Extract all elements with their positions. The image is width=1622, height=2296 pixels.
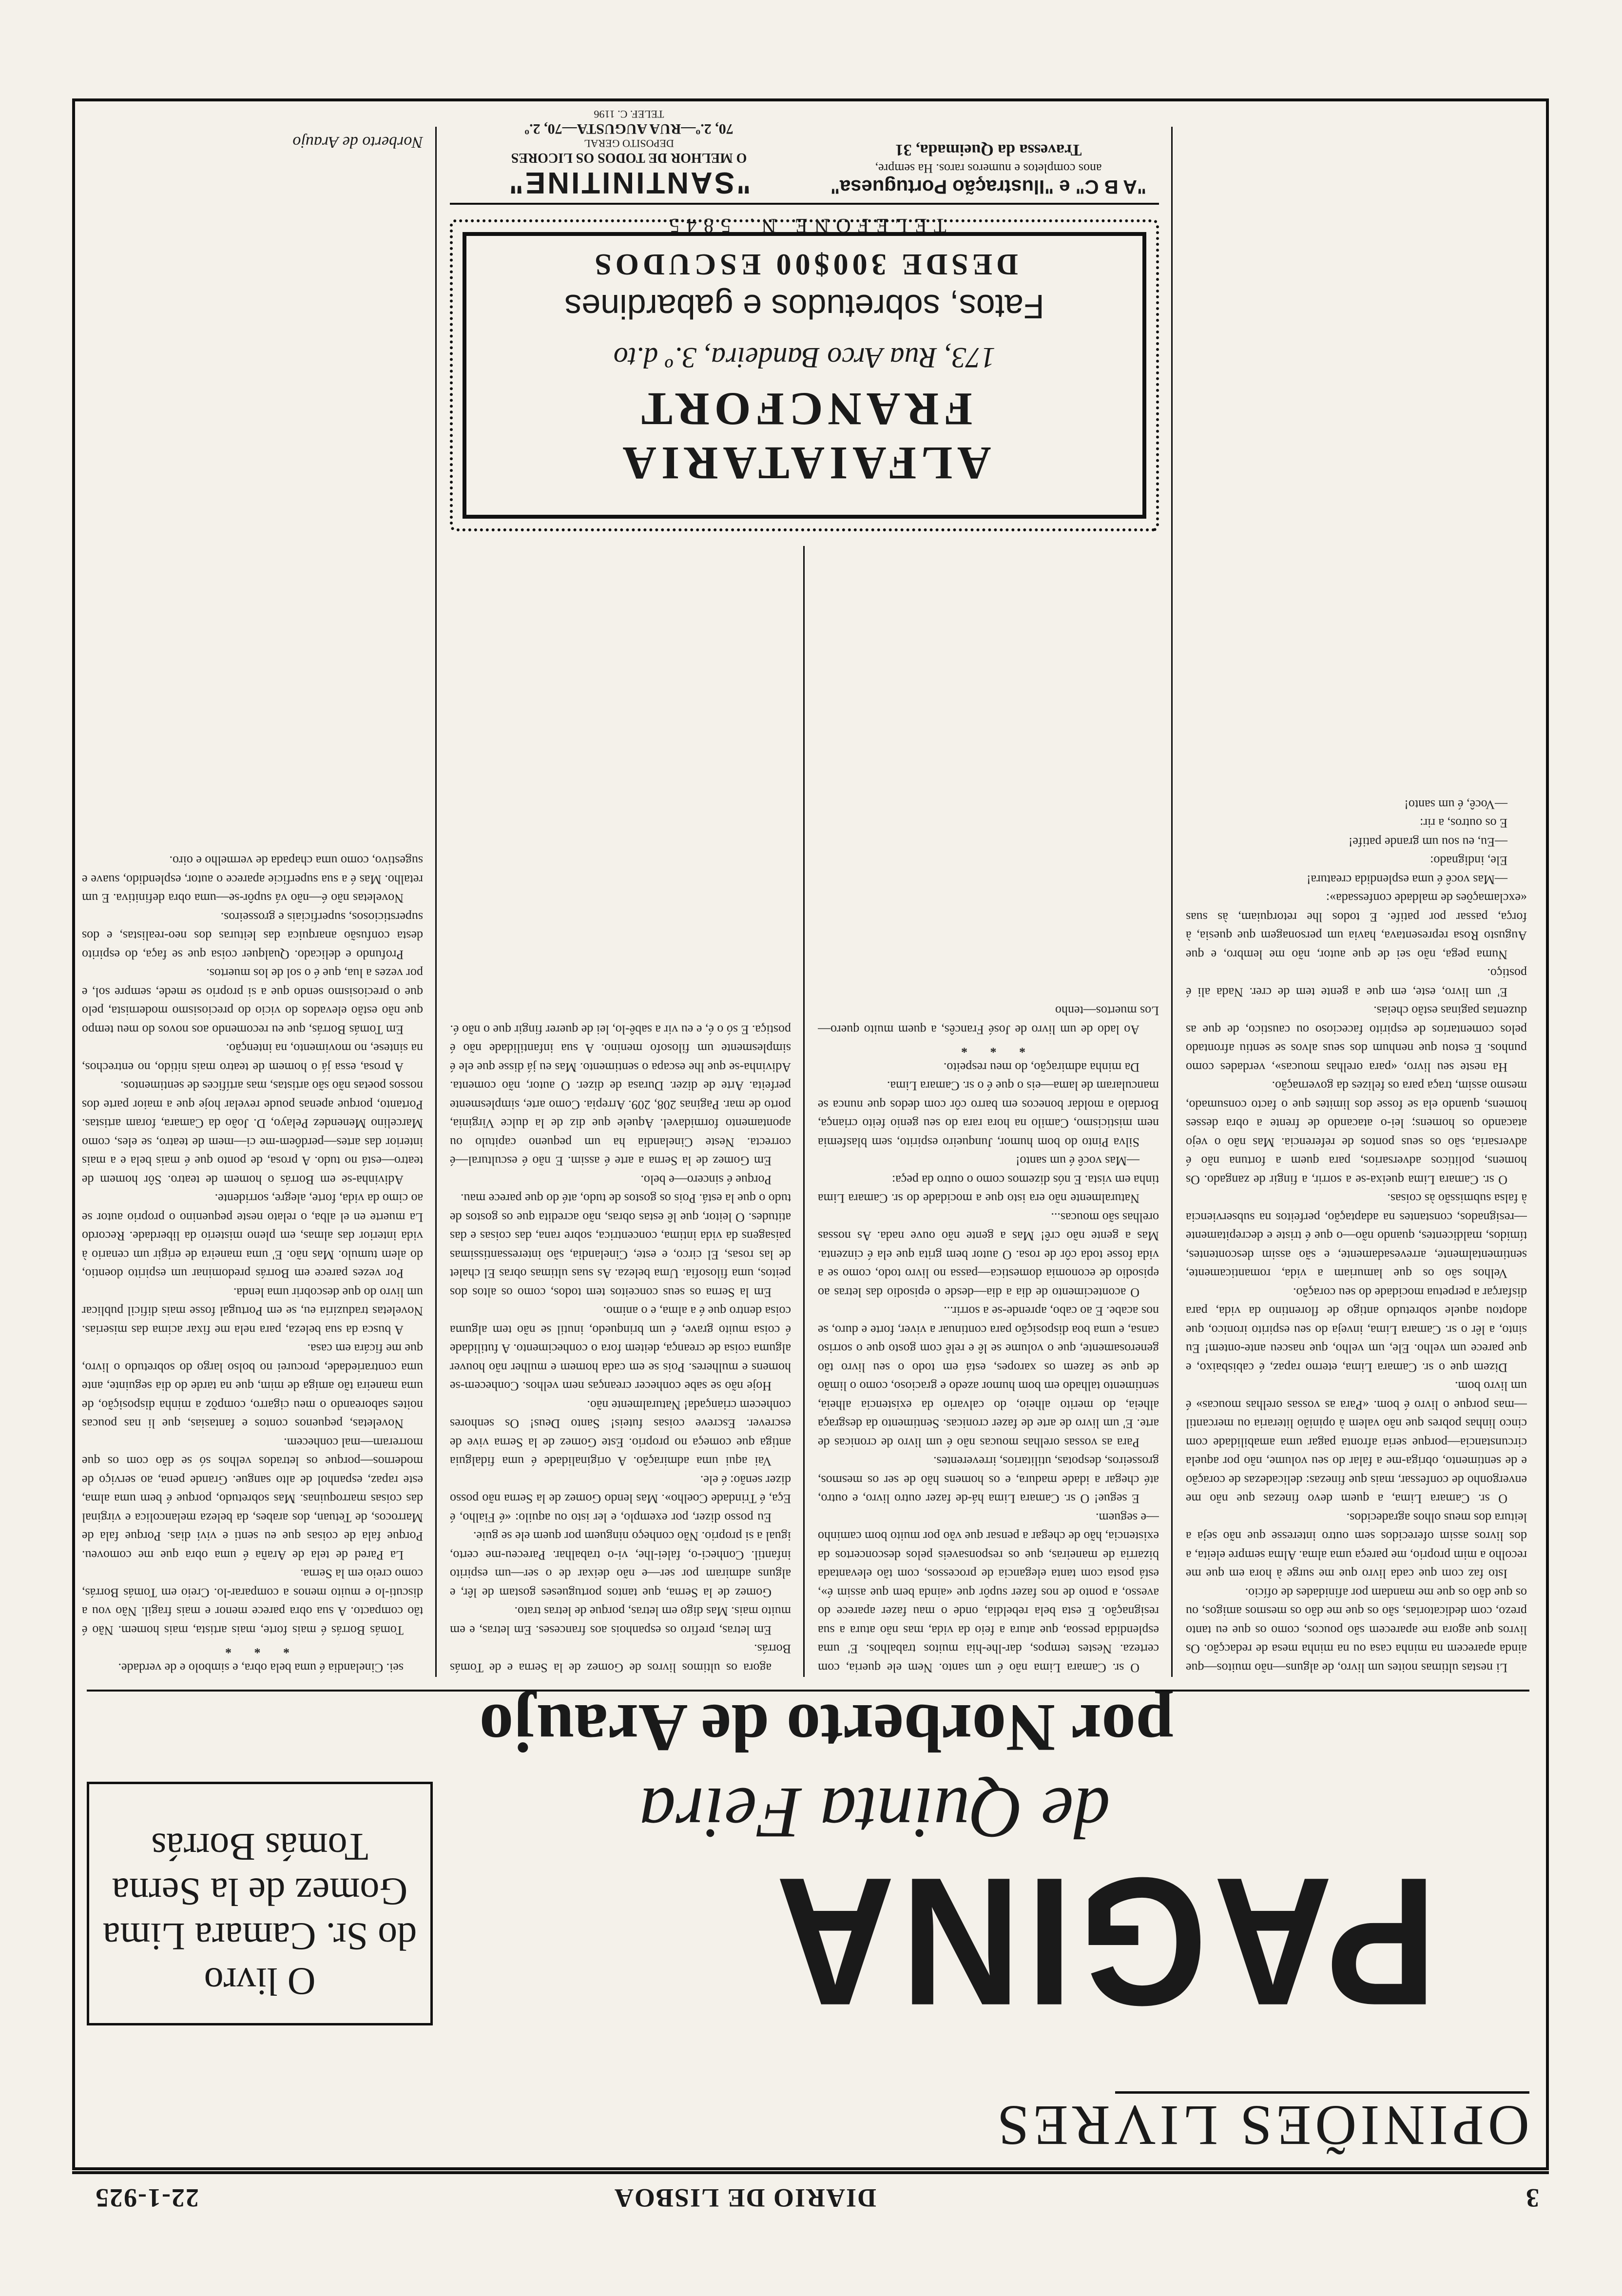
paragraph: Vai aqui uma admiração. A originalidade é uma fidalguia antiga que começa no proprio. Este Gomez de la Serna vive de escrever. Escreve coisas futeis! Santo Deus! Os senhores conhecem criançada! Naturalmente não.: [450, 1398, 791, 1469]
section-rule: [1115, 2091, 1529, 2094]
contents-box: [87, 1782, 433, 2025]
paragraph: Por vezes parece em Borrás predominar um espirito doentio, do alem tumulo. Mas não. E' uma maneira de erigir um cenario à vida interior das almas, em pleno misterio da liberdade. Recordo La muerte en el alba, o relato neste pequenino o proprio autor se ao cimo da vida, forte, alegre, sorridente.: [82, 1191, 423, 1281]
paragraph: Em Tomás Borrás, que eu recomendo aos novos do meu tempo que não estão elevados do vicio do preciosismo modernista, pelo que o preciosismo sendo que a si proprio se mede, sempre sol, e por vezes a lua, que é o sol de los muertos.: [82, 966, 423, 1037]
shop-name: ALFAIATARIA FRANCFORT: [618, 383, 991, 489]
paragraph: E segue! O sr. Camara Lima há-de fazer outro livro, e outro, até chegar a idade madura, e os homens hão de ser os mesmos, grosseiros, despotas, utilitarios, irreverentes.: [818, 1454, 1159, 1506]
contents-line: Gomez de la Serna: [112, 1870, 408, 1913]
paragraph: Numa pega, não sei de que autor, não me lembro, e que Augusto Rosa representava, havia um personagem que quesia, à força, passar por patife. E todos lhe retorquiam, às suas «exclamações de maldade confessada»:: [1186, 891, 1527, 962]
page-subtitle: de Quinta Feira: [639, 1772, 1110, 1853]
ad-liqueur: [450, 108, 808, 200]
paragraph: Ao lado de um livro de José Francês, a quem muito quero—Los muertos—tenho: [818, 1004, 1159, 1037]
ad-liqueur-brand: "SANTINITINE": [507, 166, 751, 199]
paragraph: Ele, indignado:: [1430, 854, 1507, 868]
section-break: * * *: [951, 1041, 1025, 1056]
paragraph: Eu posso dizer, por exemplo, e ler isto ou aquilo: «é Fialho, é Eça, é Trindade Coelho». Mas lendo Gomez de la Serna não posso dizer senão: é ele.: [450, 1473, 791, 1525]
shop-price: DESDE 300$00 ESCUDOS: [591, 248, 1018, 281]
newspaper-name: DIARIO DE LISBOA: [613, 2183, 876, 2213]
article-column-1: [1186, 127, 1527, 1677]
paragraph: E' um livro, este, em que a gente tem de crer. Nada ali é postiço.: [1186, 966, 1527, 999]
ad-liqueur-phone: TELEF. C. 1196: [594, 108, 664, 120]
paragraph: Ha neste seu livro, «para orelhas moucas», verdades como punhos. E estou que nenhum dos seus alvos se sentiu afrontado pelos comentarios de espirito facecioso ou caustico, de que as duzentas paginas estão cheias.: [1186, 1004, 1527, 1074]
paragraph: —Mas você é um santo!: [1015, 1154, 1139, 1168]
paragraph: Dizem que o sr. Camara Lima, eterno rapaz, é cabisbaixo, e que parece um velho. Ele, um velho, que nasceu ante-ontem! Eu sinto, a lêr o sr. Camara Lima, inveja do seu espirito ironico, que adoptou aquele sobretudo antigo de florentino da vida, para disfarçar a perpetua mocidade do seu coração.: [1186, 1285, 1527, 1375]
byline: por Norberto de Araujo: [479, 1690, 1174, 1766]
paragraph: O sr. Camara Lima queixa-se a sorrir, a fingir de zangado. Os homens, politicos adversarios, para quem a fortuna não é adversaria, são os seus pontos de referencia. Mas não o vejo atacando os homens; lei-o atacando de frente a obra desses homens, quando ela se fosse dos limites que o facto consumado, mesmo assim, traça para os felizes da governação.: [1186, 1079, 1527, 1187]
article-column-2: [818, 546, 1159, 1677]
paragraph: O sr. Camara Lima não é um santo. Nem ele queria, com certeza. Nestes tempos, dar-lhe-hia muitos trabalhos. E' uma esplendida pessoa, que atura a feio da vida, mas não atura a sua resignação. E esta bela rebeldia, onde o mau fazer aparece do avesso, a ponto de nos fazer supôr que «ainda bem que assim é», está posta com tanta elegancia de processos, com tão elevantada bizarria de maneiras, que os responsaveis pelos desconcertos da existencia, hão de chegar a pensar que vão por muito bom caminho—e seguem.: [818, 1511, 1159, 1675]
paragraph: Naturalmente não era isto que a mocidade do sr. Camara Lima tinha em vista. E nós dizemos como o outro da peça:: [818, 1173, 1159, 1206]
paragraph: Profundo e delicado. Qualquer coisa que se faça, do espirito desta confusão anarquica das leituras dos neo-realistas, e dos supersticiosos, superficiais e grosseiros.: [82, 910, 423, 962]
paragraph: Porque é sincero—e belo.: [640, 1173, 772, 1187]
paragraph: Isto faz com que cada livro que me surge à hora em que me recolho a mim proprio, me pareça uma alma. Alma sempre eleita, a dos livros assim oferecidos sem outro interesse que não seja a leitura dos meus olhos agradecidos.: [1186, 1511, 1527, 1581]
paragraph: Tomás Borrás é mais forte, mais artista, mais homem. Não é tão compacto. A sua obra parece menor e mais fragil. Não vou a discuti-lo e muito menos a comparar-lo. Creio em Tomás Borrás, como creio em la Serna.: [82, 1567, 423, 1637]
shop-phone: TELEFONE N. 5845: [662, 214, 946, 236]
paragraph: —Você, é um santo!: [1404, 798, 1507, 812]
ad-bookshop-note: anos completos e numeros raros. Ha sempre,: [875, 161, 1102, 175]
paragraph: O acontecimento de dia a dia—desde o episodio das letras ao episodio de economia domestica—passa no livro todo, como se a vida fosse toda côr de rosa. O autor bem grita que ela é cinzenta. Mas a gente não crê! Mas a gente não ouve nada. As nossas orelhas são moucas...: [818, 1210, 1159, 1300]
paragraph: Para as vossas orelhas moucas não é um livro de cronicas de arte. E' um livro de arte de fazer cronicas. Sentimento da desgraça alheia, do merito alheio, do calvario da existencia alheia, sentimento talhado em bom humor azedo e gracioso, como o limão de que se fazem os xaropes, está em todo o seu livro tão generosamente, que o volume se lê e relê com gosto que o sorriso cansa, e uma boa disposição para continuar a viver, forte e duro, se nos acabe. E ao cabo, aprende-se a sorrir...: [818, 1304, 1159, 1450]
ad-liqueur-address: 70, 2.º—RUA AUGUSTA—70, 2.º: [524, 121, 734, 137]
paragraph: E os outros, a rir:: [1420, 816, 1507, 831]
page-title: PAGINA: [769, 1840, 1437, 2043]
paragraph: A busca da sua beleza, para nela me fixar acima das miserias. Noveletas traduziria eu, se em Portugal fosse mais dificil publicar um livro do que descobrir uma lenda.: [82, 1285, 423, 1337]
paragraph: Em Gomez de la Serna a arte é assim. E não é escultural—é correcta. Neste Cinelandia ha um pequeno capitulo ou apontamento formidavel. Aquele que diz de la dulce Virginia, porto de mar. Paginas 208, 209. Arrepia. Como arte, simplesmente perfeita. Arte de dizer. Durasa de dizer. O autor, não comenta. Adivinha-se que lhe escapa o sentimento. Mas eu já disse que ele é simplesmente um filosofo menino. A sua infantilidade não é postiça. E só o é, e eu vir a sabê-lo, lei de querer fingir que o não é.: [450, 1023, 791, 1168]
column-rule: [803, 546, 805, 1677]
contents-line: O livro: [204, 1960, 316, 2003]
ad-bookshop-title: "A B C" e "Ilustração Portuguesa": [830, 176, 1146, 197]
paragraph: Li nestas ultimas noites um livro, de alguns—não muitos—que ainda aparecem na minha casa ou na minha mesa de redacção. Os livros que agora me aparecem são poucos, como os que eu tanto prezo, com dedicatorias, são os que me dão os mesmos amigos, ou os que dão os que me mandam por afinidades de ofício.: [1186, 1586, 1527, 1675]
paragraph: agora os ultimos livros de Gomez de la Serna e de Tomás Borrás.: [450, 1642, 791, 1675]
section-title: OPINIÕES LIVRES: [993, 2094, 1529, 2158]
paragraph: Gomez de la Serna, que tantos portugueses gostam de lêr, e alguns admiram por ser—e não deixar de o ser—um espirito infantil. Conheci-o, falei-lhe, vi-o trabalhar. Pareceu-me certo, igual a si proprio. Não conheço ninguem por quem ele se guie.: [450, 1529, 791, 1600]
paragraph: Adivinha-se em Borrás o homem de teatro. Sôr homem de teatro—está no tudo. A prosa, de ponto que é mais bela e a mais interior das artes—perdôem-me ci—mem de teatro, se eles, como Marcelino Menendez Pelayo, D. João da Camara, foram artistas. Portanto, porque apenas poude revelar hoje que a maior parte dos nossos poetas não são artistas, mas artífices de sentimentos.: [82, 1079, 423, 1187]
masthead: [72, 2171, 1549, 2218]
article-column-4: [82, 166, 423, 1677]
paragraph: La Pared de tela de Araña é uma obra que me comoveu. Porque fala de coisas que eu senti e vivi dias. Porque fala de Marrocos, de Tetuan, dos arabes, da beleza melancolica e virginal das coisas marroquinas. Mas sobretudo, porque é bem uma alma, este rapaz, espanhol de alto sangue. Grande pena, ao serviço de modernos—porque os letrados velhos só se dão com os que morreram—mal conhecem.: [82, 1436, 423, 1562]
paragraph: Hoje não se sabe conhecer creanças nem velhos. Conhecem-se homens e mulheres. Pois se em cada homem e mulher não houver alguma coisa de creança, deitem fora o conhecimento. A futilidade é coisa muito grave, é um brinquedo, inutil se não tem alguma coisa dentro que é a alma, e o animo.: [450, 1304, 791, 1394]
column-rule: [435, 127, 437, 1677]
page-number: 3: [1525, 2183, 1539, 2213]
paragraph: Velhos são os que lamuriam a vida, romanticamente, sentimentalmente, arrevesadamente, e são assim descontentes, tímidos, maldicentes, quando não—o que é triste e decrepitamente—resignados, constantes na adaptação, perfeitos na subserviencia à falsa submissão às coisas.: [1186, 1191, 1527, 1281]
paragraph: A prosa, essa já o homem de teatro mais nitido, no entrechos, na sintese, no movimento, na intenção.: [82, 1041, 423, 1074]
contents-line: do Sr. Camara Lima: [102, 1915, 417, 1958]
paragraph: Em letras, prefiro os espanhois aos franceses. Em letras, e em muito mais. Mas digo em letras, porque de letras trato.: [450, 1604, 791, 1637]
paragraph: —Eu, eu sou um grande patife!: [1348, 835, 1507, 849]
ad-bookshop-address: Travessa da Queimada, 31: [895, 141, 1082, 159]
article-column-3: [450, 546, 791, 1677]
paragraph: Noveletas, pequenos contos e fantasias, que li nas poucas noites saboreando o meu cigarro, compõz a minha disposição, de uma maneira tão amiga de mim, que na tarde do dia seguinte, ante uma contrariedade, procurei no bolso largo do sobretudo o livro, que me ficára em casa.: [82, 1342, 423, 1431]
ad-liqueur-depot: DEPOSITO GERAL: [584, 137, 674, 150]
issue-date: 22-1-925: [95, 2183, 199, 2213]
ad-tailor: [450, 214, 1159, 531]
paragraph: Silva Pinto do bom humor, Junqueiro espirito, sem blasfemia nem misticismo, Camilo na hora rara do seu genio feito criança, Bordalo a moldar bonecos em barro côr com dedos que nunca se mancularam de lama—eis o que é o sr. Camara Lima.: [818, 1079, 1159, 1149]
paragraph: sei. Cinelandia é uma bela obra, e simbolo e de verdade.: [118, 1661, 404, 1675]
section-break: * * *: [215, 1642, 290, 1656]
paragraph: —Mas você é uma esplendida creatura!: [1306, 873, 1507, 887]
ad-bottom: [450, 108, 1159, 205]
shop-address: 173, Rua Arco Bandeira, 3.º d.to: [613, 342, 996, 374]
column-rule: [1171, 127, 1173, 1677]
ad-liqueur-slogan: O MELHOR DE TODOS OS LICORES: [511, 150, 747, 165]
header-rule: [87, 1690, 1529, 1692]
contents-line: Tomás Borrás: [151, 1825, 368, 1868]
paragraph: Da minha admiração, do meu respeito.: [943, 1060, 1139, 1074]
ad-inner: [463, 214, 1146, 519]
paragraph: Noveletas não é—não vá supôr-se—uma obra definitiva. E um retalho. Mas é a sua superficie aparece o autor, esplendido, suave e sugestivo, como uma chapada de vermelho e oiro.: [82, 854, 423, 906]
paragraph: O sr. Camara Lima, a quem devo finezas que não me envergonho de confessar, mais que finezas: delicadezas de coração e de sentimento, obriga-me a falar do seu volume, não por aquela circunstancia—porque seria afronta pagar uma amabilidade com cinco linhas pobres que não valem à opinião literaria ou mercantil—mas porque o livro é bom. «Para as vossas orelhas moucas» é um livro bom.: [1186, 1379, 1527, 1506]
ad-bookshop: [818, 140, 1159, 196]
paragraph: Em la Serna os seus conceitos tem todos, como os altos dos peitos, uma filosofia. Uma beleza. As suas ultimas obras El chalet de las rosas, El circo, e este, Cinelandia, são interessantissimas paisagens da vida intima, concentrica, sobre rana, das coisas e das atitudes. O leitor, que lê estas obras, não acredita que os gostos de tudo o que la está. Pois os gostos de tudo, até do que parece mau.: [450, 1191, 791, 1300]
signature: Norberto de Araujo: [292, 133, 423, 151]
shop-goods: Fatos, sobretudos e gabardines: [564, 288, 1044, 326]
